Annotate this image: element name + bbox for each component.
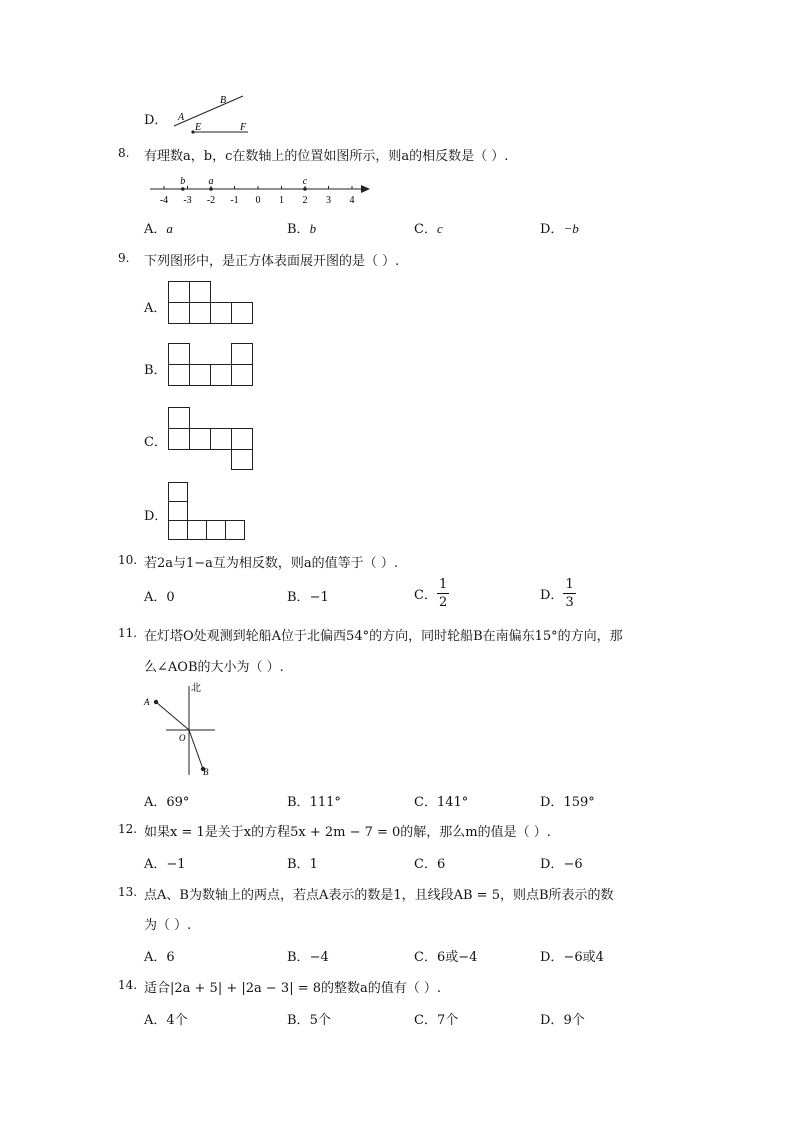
denominator: 2	[438, 595, 448, 610]
q14-option-c[interactable]	[414, 1009, 458, 1028]
q9-net-c[interactable]	[168, 407, 256, 471]
option-value: −1	[309, 590, 329, 605]
option-value: b	[309, 221, 317, 236]
q11-option-d[interactable]	[540, 791, 595, 810]
q11-number: 11.	[118, 626, 138, 640]
option-label: C．	[414, 222, 437, 237]
option-label: A．	[144, 1013, 167, 1028]
q13-option-b[interactable]	[287, 946, 329, 965]
label-e: E	[195, 122, 202, 133]
option-value: 5个	[309, 1013, 331, 1028]
q8-option-d[interactable]	[540, 218, 579, 237]
ray-ob	[189, 730, 203, 769]
label-north: 北	[191, 683, 201, 694]
denominator: 3	[565, 595, 574, 610]
option-value: 9个	[563, 1013, 585, 1028]
option-value: −6或4	[563, 950, 604, 965]
option-value: −b	[563, 221, 579, 236]
option-label: B．	[287, 222, 310, 237]
q13-option-a[interactable]	[144, 946, 175, 965]
q10-option-b[interactable]	[287, 586, 329, 605]
q14-option-d[interactable]	[540, 1009, 585, 1028]
point-a	[154, 700, 158, 704]
q12-option-c[interactable]	[414, 853, 445, 872]
ray-oa	[156, 702, 189, 730]
q10-option-d[interactable]	[540, 578, 576, 609]
q11-figure	[140, 680, 230, 780]
q12-option-b[interactable]	[287, 853, 318, 872]
q13-text-line2: 为（ ）.	[144, 918, 192, 933]
label-o: O	[179, 733, 186, 743]
q8-number: 8.	[118, 146, 130, 160]
option-value: −1	[166, 857, 186, 872]
q9-option-d-label[interactable]: D．	[144, 509, 168, 524]
option-label: D．	[540, 222, 564, 237]
option-label: B．	[287, 1013, 310, 1028]
q11-text-line2: 么∠AOB的大小为（ ）.	[144, 660, 284, 675]
q13-option-d[interactable]	[540, 946, 604, 965]
axis-tick-label: -3	[183, 195, 192, 206]
option-label: A．	[144, 857, 167, 872]
label-b: B	[220, 95, 227, 106]
axis-tick-label: 1	[279, 195, 284, 206]
numerator: 1	[438, 577, 448, 592]
axis-tick-label: 0	[255, 195, 261, 206]
numerator: 1	[565, 577, 574, 592]
q10-number: 10.	[118, 553, 138, 567]
q9-text: 下列图形中，是正方体表面展开图的是（ ）.	[144, 254, 400, 269]
option-value: 69°	[166, 795, 190, 810]
q12-number: 12.	[118, 822, 138, 836]
option-label: A．	[144, 590, 167, 605]
axis-tick-label: 4	[349, 195, 355, 206]
option-label: C．	[414, 588, 437, 603]
axis-tick-label: 3	[326, 195, 331, 206]
option-value: 6	[436, 857, 446, 872]
option-value: 6	[166, 950, 175, 965]
option-value: 0	[166, 590, 175, 605]
option-label: D．	[540, 1013, 564, 1028]
q14-number: 14.	[118, 978, 138, 992]
q13-number: 13.	[118, 885, 138, 899]
axis-tick-label: -4	[159, 195, 169, 206]
q9-net-a[interactable]	[168, 281, 256, 327]
q10-text: 若2a与1−a互为相反数，则a的值等于（ ）.	[144, 556, 398, 571]
q12-option-d[interactable]	[540, 853, 583, 872]
line-ab	[174, 96, 243, 126]
q8-text: 有理数a，b，c在数轴上的位置如图所示，则a的相反数是（ ）.	[144, 149, 509, 164]
option-label: D．	[540, 795, 564, 810]
q8-option-c[interactable]	[414, 218, 443, 237]
q10-option-c[interactable]	[414, 578, 449, 609]
option-value: −6	[563, 857, 583, 872]
q11-option-b[interactable]	[287, 791, 341, 810]
option-label: A．	[144, 950, 167, 965]
fraction	[437, 578, 449, 609]
point-label-b: b	[180, 176, 186, 187]
option-value: 6或−4	[436, 950, 478, 965]
option-value: 159°	[563, 795, 595, 810]
q14-text: 适合|2a + 5| + |2a − 3| = 8的整数a的值有（ ）.	[144, 981, 442, 996]
q11-option-a[interactable]	[144, 791, 189, 810]
option-value: c	[436, 221, 443, 236]
q11-option-c[interactable]	[414, 791, 468, 810]
q13-text-line1: 点A、B为数轴上的两点，若点A表示的数是1，且线段AB = 5，则点B所表示的数	[144, 888, 614, 903]
option-value: a	[166, 221, 173, 236]
q8-number-line	[146, 172, 376, 208]
q9-net-d[interactable]	[168, 482, 248, 542]
q8-option-b[interactable]	[287, 218, 316, 237]
option-value: 111°	[309, 795, 341, 810]
option-label: C．	[414, 1013, 437, 1028]
fraction	[563, 578, 575, 609]
q7-figure-d	[168, 94, 258, 136]
label-a: A	[178, 112, 185, 123]
q12-option-a[interactable]	[144, 853, 186, 872]
point-label-c: c	[302, 176, 308, 187]
q11-text-line1: 在灯塔O处观测到轮船A位于北偏西54°的方向，同时轮船B在南偏东15°的方向，那	[144, 629, 623, 644]
q13-option-c[interactable]	[414, 946, 477, 965]
option-value: −4	[309, 950, 329, 965]
option-label: A．	[144, 795, 167, 810]
label-f: F	[240, 122, 247, 133]
option-value: 141°	[436, 795, 469, 810]
q9-net-b[interactable]	[168, 343, 256, 389]
option-label: C．	[414, 950, 437, 965]
option-value: 1	[309, 857, 318, 872]
axis-tick-label: 2	[302, 195, 308, 206]
axis-arrow	[361, 185, 370, 193]
label-a: A	[144, 697, 150, 707]
option-label: A．	[144, 222, 167, 237]
axis-tick-label: -1	[230, 195, 239, 206]
q8-option-a[interactable]	[144, 218, 173, 237]
q7-option-d-label[interactable]: D．	[144, 113, 168, 128]
option-label: B．	[287, 950, 310, 965]
q9-option-c-label[interactable]: C．	[144, 435, 167, 450]
option-label: C．	[414, 857, 437, 872]
label-b: B	[203, 767, 209, 777]
option-label: D．	[540, 588, 564, 603]
q12-text: 如果x = 1是关于x的方程5x + 2m − 7 = 0的解，那么m的值是（ ）.	[144, 825, 551, 840]
option-label: B．	[287, 857, 310, 872]
point-label-a: a	[208, 176, 214, 187]
option-value: 7个	[436, 1013, 459, 1028]
point-c	[303, 187, 307, 191]
axis-tick-label: -2	[206, 195, 216, 206]
q9-option-b-label[interactable]: B．	[144, 363, 167, 378]
q10-option-a[interactable]	[144, 586, 175, 605]
point-a	[209, 187, 213, 191]
q9-option-a-label[interactable]: A．	[144, 301, 167, 316]
q14-option-a[interactable]	[144, 1009, 188, 1028]
option-label: D．	[540, 950, 564, 965]
point-b	[181, 187, 185, 191]
option-label: D．	[540, 857, 564, 872]
option-value: 4个	[166, 1013, 188, 1028]
q9-number: 9.	[118, 251, 130, 265]
option-label: B．	[287, 590, 310, 605]
option-label: B．	[287, 795, 310, 810]
q14-option-b[interactable]	[287, 1009, 331, 1028]
option-label: C．	[414, 795, 437, 810]
